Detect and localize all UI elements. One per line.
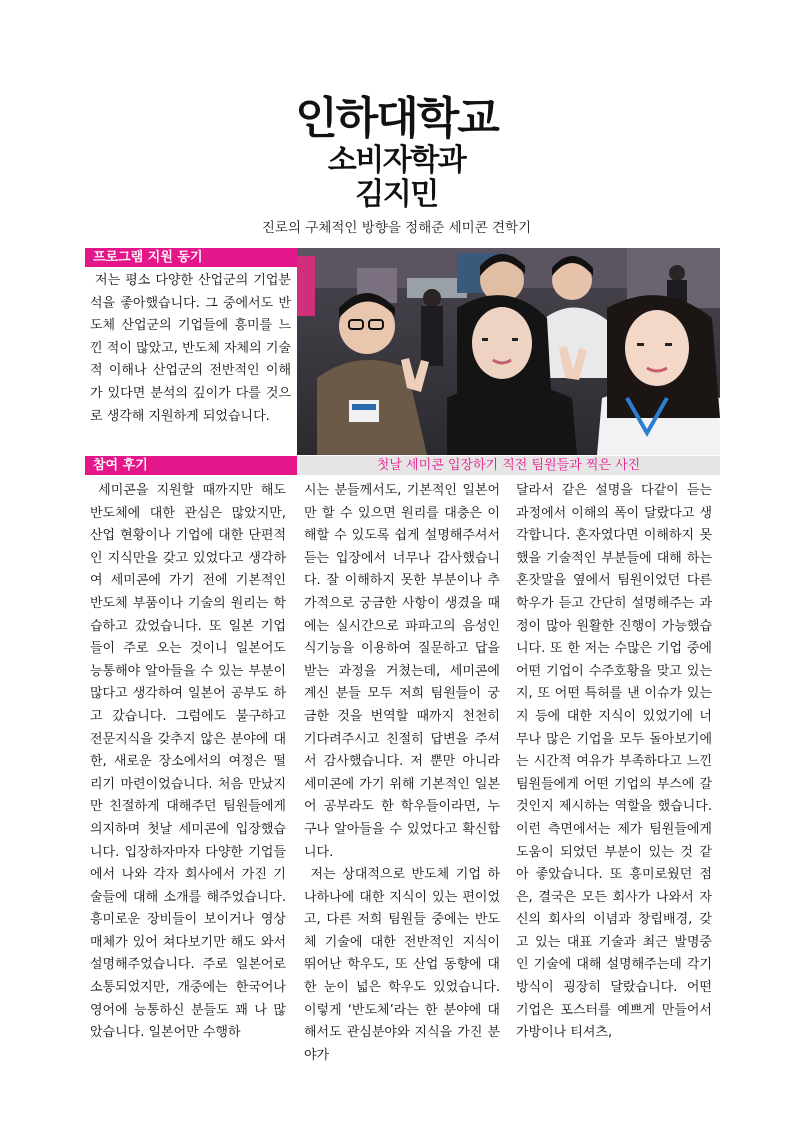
author-name: 김지민 (355, 178, 438, 211)
motive-paragraph: 저는 평소 다양한 산업군의 기업분석을 좋아했습니다. 그 중에서도 반도체 산업군의 기업들에 흥미를 느낀 적이 많았고, 반도체 자체의 기술적 이해나 산업군의 전반적인 이해가 있다면 분석의 깊이가 다를 것으로 생각해 지원하게 되었습니다. (90, 273, 291, 424)
review-paragraph: 시는 분들께서도, 기본적인 일본어만 할 수 있으면 원리를 대충은 이해할 수 있도록 쉽게 설명해주셔서 듣는 입장에서 너무나 감사했습니다. 잘 이해하지 못한 부분이나 추가적으로 궁금한 사항이 생겼을 때에는 실시간으로 파파고의 음성인식기능을 이용하여 질문하고 답을 받는 과정을 거쳤는데, 세미콘에 계신 분들 모두 저희 팀원들이 궁금한 것을 번역할 때까지 천천히 기다려주시고 친절히 답변을 주셔서 감사했습니다. 저 뿐만 아니라 세미콘에 가기 위해 기본적인 일본어 공부라도 한 학우들이라면, 누구나 알아들을 수 있었다고 확신합니다. (304, 483, 500, 860)
review-column-3 (516, 480, 712, 1045)
team-photo-illustration (297, 248, 720, 455)
department-title: 소비자학과 (327, 144, 466, 177)
university-title: 인하대학교 (295, 94, 498, 143)
section-heading-motive: 프로그램 지원 동기 (85, 248, 297, 267)
review-paragraph: 달라서 같은 설명을 다같이 듣는 과정에서 이해의 폭이 달랐다고 생각합니다. 혼자였다면 이해하지 못했을 기술적인 부분들에 대해 하는 혼잣말을 옆에서 팀원이었던 다른 학우가 듣고 간단히 설명해주는 과정이 많아 원활한 진행이 가능했습니다. 또 한 저는 수많은 기업 중에 어떤 기업이 수주호황을 맞고 있는지, 또 어떤 특허를 낸 이슈가 있는지 등에 대한 지식이 있었기에 너무나 많은 기업을 모두 돌아보기에는 시간적 여유가 부족하다고 느낀 팀원들에게 어떤 기업의 부스에 갈 것인지 제시하는 역할을 했습니다. 이런 측면에서는 제가 팀원들에게 도움이 되었던 부분이 있는 것 같아 좋았습니다. 또 흥미로웠던 점은, 결국은 모든 회사가 나와서 자신의 회사의 이념과 창립배경, 갖고 있는 대표 기술과 최근 발명중인 기술에 대해 설명해주는데 각기 방식이 굉장히 달랐습니다. 어떤 기업은 포스터를 예쁘게 만들어서 가방이나 티셔츠, (516, 483, 712, 1041)
review-paragraph: 세미콘을 지원할 때까지만 해도 반도체에 대한 관심은 많았지만, 산업 현황이나 기업에 대한 단편적인 지식만을 갖고 있었다고 생각하여 세미콘에 가기 전에 기본적인 반도체 부품이나 기술의 원리는 학습하고 갔었습니다. 또 일본 기업들이 주로 오는 것이니 일본어도 능통해야 알아들을 수 있는 부분이 많다고 생각하여 일본어 공부도 하고 갔습니다. 그럼에도 불구하고 전문지식을 갖추지 않은 분야에 대한, 새로운 장소에서의 여정은 떨리기 마련이었습니다. 처음 만났지만 친절하게 대해주던 팀원들에게 의지하며 첫날 세미콘에 입장했습니다. 입장하자마자 다양한 기업들에서 나와 각자 회사에서 가진 기술들에 대해 소개를 해주었습니다. 흥미로운 장비들이 보이거나 영상 매체가 있어 쳐다보기만 해도 와서 설명해주었습니다. 주로 일본어로 소통되었지만, 개중에는 한국어나 영어에 능통하신 분들도 꽤 나 많았습니다. 일본어만 수행하 (90, 483, 286, 1041)
section-heading-review: 참여 후기 (85, 456, 297, 475)
article-subtitle: 진로의 구체적인 방향을 정해준 세미콘 견학기 (261, 220, 532, 236)
photo-caption: 첫날 세미콘 입장하기 직전 팀원들과 찍은 사진 (297, 456, 720, 475)
review-column-2 (304, 480, 500, 1067)
title-block (0, 96, 793, 212)
review-paragraph: 저는 상대적으로 반도체 기업 하나하나에 대한 지식이 있는 편이었고, 다른 저희 팀원들 중에는 반도체 기술에 대한 전반적인 지식이 뛰어난 학우도, 또 산업 동향에 대한 눈이 넓은 학우도 있었습니다. 이렇게 ‘반도체’라는 한 분야에 대해서도 관심분야와 지식을 가진 분야가 (304, 867, 500, 1063)
team-photo (297, 248, 720, 455)
review-column-1 (90, 480, 286, 1045)
